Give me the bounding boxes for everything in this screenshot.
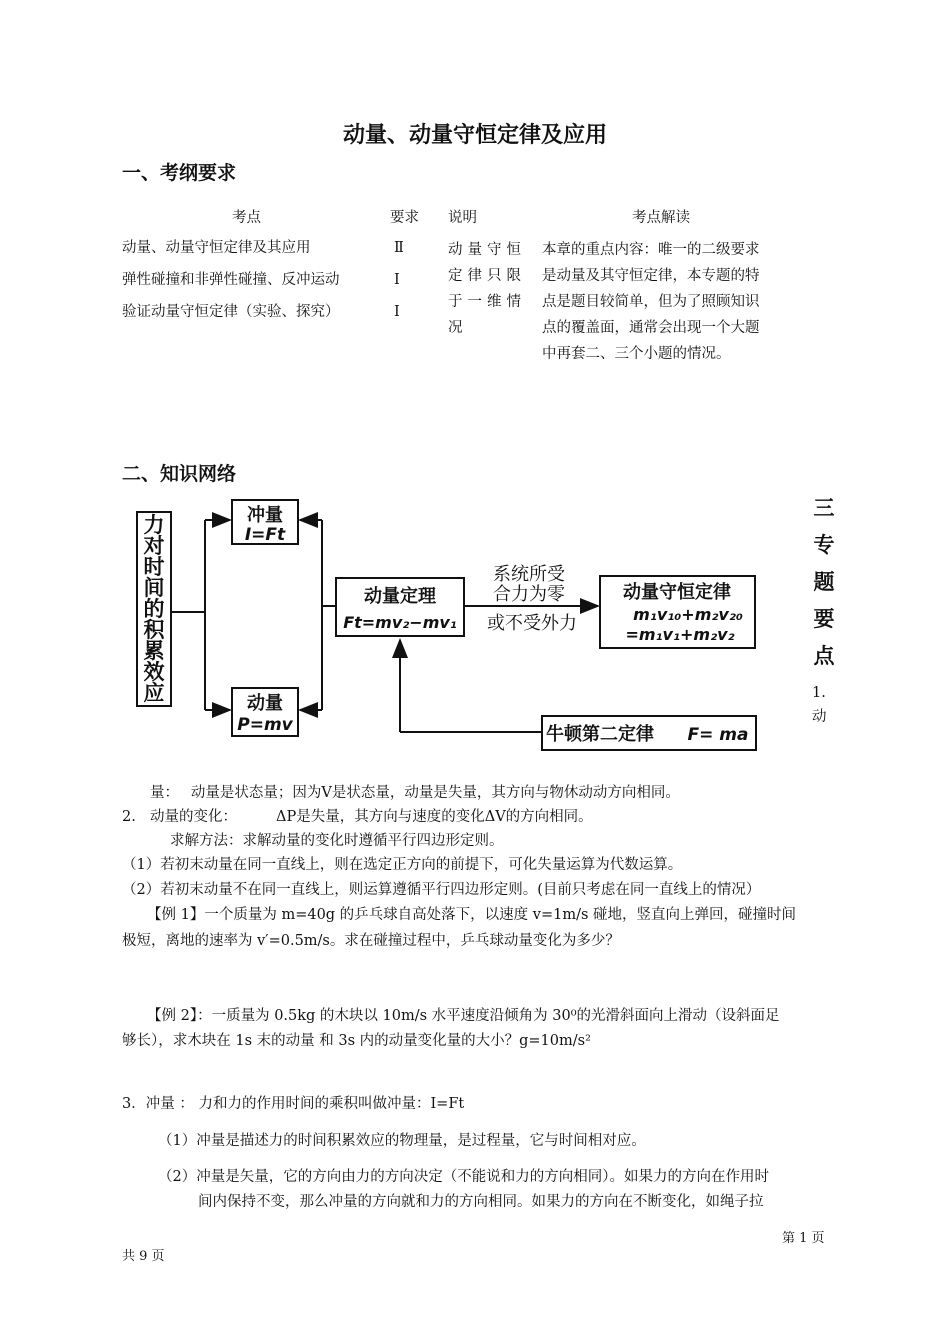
newton-label: 牛顿第二定律 (546, 724, 654, 745)
left-box-char: 的 (143, 597, 165, 621)
left-box-char: 累 (143, 639, 165, 663)
impulse-formula: I=Ft (244, 525, 286, 545)
theorem-label: 动量定理 (364, 586, 436, 607)
table-interpretation-cell (542, 237, 792, 367)
left-box-char: 时 (143, 555, 165, 579)
table-note-cell (448, 237, 530, 341)
left-box-char: 应 (143, 681, 165, 705)
heading-char: 题 (813, 570, 835, 594)
rule-2: （2）若初末动量不在同一直线上，则运算遵循平行四边形定则。(目前只考虑在同一直线上的情况） (122, 882, 761, 898)
conservation-label: 动量守恒定律 (623, 582, 731, 603)
table-header-topic: 考点 (232, 210, 261, 226)
note-line: 定律只限 (448, 268, 526, 284)
example-1-text: 【例 1】一个质量为 m=40g 的乒乓球自高处落下，以速度 v=1m/s 碰地，竖直向上弹回，碰撞时间 (147, 907, 797, 923)
table-row-level: Ⅰ (394, 272, 400, 288)
theorem-formula: Ft=mv₂−mv₁ (343, 613, 457, 632)
example-2-text: 够长），求木块在 1s 末的动量 和 3s 内的动量变化量的大小？g=10m/s² (122, 1033, 591, 1049)
condition-line: 合力为零 (493, 584, 565, 605)
item-first-char: 动 (812, 709, 827, 725)
rule-1: （1）若初末动量在同一直线上，则在选定正方向的前提下，可化失量运算为代数运算。 (122, 857, 683, 873)
impulse-point-1: （1）冲量是描述力的时间积累效应的物理量，是过程量，它与时间相对应。 (158, 1133, 646, 1149)
page-title: 动量、动量守恒定律及应用 (342, 123, 607, 148)
left-box-char: 积 (143, 618, 165, 642)
item-number: 1. (812, 685, 826, 701)
table-header-note: 说明 (448, 210, 477, 226)
total-pages: 共 9 页 (122, 1249, 165, 1264)
note-line: 况 (448, 320, 463, 336)
interpretation-line: 点是题目较简单，但为了照顾知识 (542, 294, 760, 310)
momentum-label: 动量 (247, 693, 283, 714)
page-number: 第 1 页 (782, 1231, 825, 1246)
interpretation-line: 中再套二、三个小题的情况。 (542, 346, 731, 362)
section-heading-syllabus: 一、考纲要求 (122, 162, 237, 184)
knowledge-network-diagram (120, 488, 770, 758)
example-1-text: 极短，离地的速率为 v′=0.5m/s。求在碰撞过程中，乒乓球动量变化为多少？ (122, 933, 620, 949)
interpretation-line: 是动量及其守恒定律，本专题的特 (542, 268, 760, 284)
table-header-level: 要求 (390, 210, 419, 226)
impulse-point-2: 间内保持不变，那么冲量的方向就和力的方向相同。如果力的方向在不断变化，如绳子拉 (198, 1194, 764, 1210)
table-header-interpretation: 考点解读 (632, 210, 690, 226)
table-row-level: Ⅱ (394, 240, 404, 256)
interpretation-line: 点的覆盖面，通常会出现一个大题 (542, 320, 760, 336)
heading-char: 点 (813, 644, 835, 668)
table-row-topic: 验证动量守恒定律（实验、探究） (122, 304, 340, 320)
note-line: 于一维情 (448, 294, 526, 310)
condition-line: 或不受外力 (487, 613, 577, 634)
section-heading-knowledge-network: 二、知识网络 (122, 463, 237, 485)
conservation-formula: =m₁v₁+m₂v₂ (625, 625, 735, 644)
section-heading-key-points (810, 492, 838, 677)
conservation-formula: m₁v₁₀+m₂v₂₀ (633, 605, 743, 624)
impulse-point-2: （2）冲量是矢量，它的方向由力的方向决定（不能说和力的方向相同）。如果力的方向在作用时 (158, 1169, 769, 1185)
interpretation-line: 本章的重点内容：唯一的二级要求 (542, 242, 760, 258)
impulse-label: 冲量 (247, 505, 283, 526)
item-label: 动量的变化： (150, 809, 237, 825)
left-box-char: 效 (143, 660, 165, 684)
table-row-level: Ⅰ (394, 304, 400, 320)
solution-method: 求解方法：求解动量的变化时遵循平行四边形定则。 (170, 833, 504, 849)
momentum-formula: P=mv (237, 715, 293, 735)
table-row-topic: 动量、动量守恒定律及其应用 (122, 240, 311, 256)
left-box-char: 间 (143, 576, 165, 600)
heading-char: 三 (813, 496, 835, 520)
heading-char: 专 (813, 533, 835, 557)
condition-line: 系统所受 (493, 564, 565, 585)
item-number: 2. (122, 809, 136, 825)
note-line: 动量守恒 (448, 242, 526, 258)
newton-formula: F= ma (687, 725, 749, 745)
example-2-text: 【例 2】：一质量为 0.5kg 的木块以 10m/s 水平速度沿倾角为 30⁰的光滑斜面向上滑动（设斜面足 (147, 1008, 780, 1024)
heading-char: 要 (813, 607, 835, 631)
momentum-definition: 量： 动量是状态量；因为Ⅴ是状态量，动量是失量，其方向与物休动动方向相同。 (150, 785, 680, 801)
momentum-change-text: ΔP是失量，其方向与速度的变化ΔV的方向相同。 (276, 809, 593, 825)
left-box-char: 力 (143, 513, 165, 537)
left-box-char: 对 (143, 534, 165, 558)
impulse-definition: 3．冲量 ： 力和力的作用时间的乘积叫做冲量：I=Ft (122, 1096, 465, 1112)
table-row-topic: 弹性碰撞和非弹性碰撞、反冲运动 (122, 272, 340, 288)
